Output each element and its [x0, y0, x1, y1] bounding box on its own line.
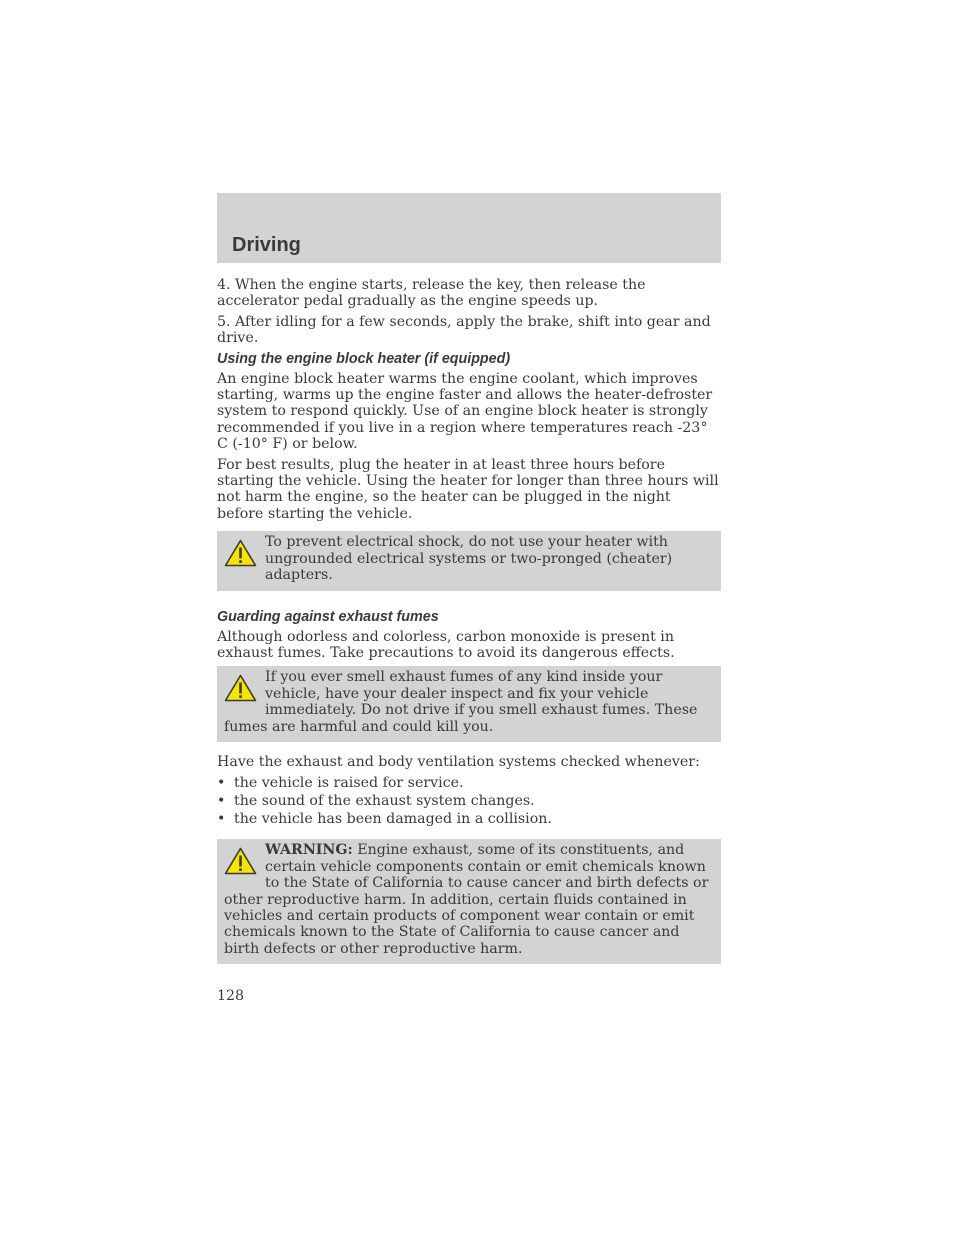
exhaust-para-1: Although odorless and colorless, carbon monoxide is present in exhaust fumes. Take precautions to avoid its dangerous effects.	[217, 628, 675, 661]
exhaust-para-2: Have the exhaust and body ventilation systems checked whenever:	[217, 753, 700, 770]
block-heater-heading: Using the engine block heater (if equipped)	[217, 350, 511, 367]
warning-triangle-icon	[224, 674, 257, 702]
page-content	[217, 263, 721, 1004]
step-5-text: 5. After idling for a few seconds, apply the brake, shift into gear and drive.	[217, 313, 711, 347]
warning-label: WARNING:	[265, 842, 353, 859]
block-heater-para-2: For best results, plug the heater in at least three hours before starting the vehicle. Using the heater for longer than three hours will not harm the engine, so the heater can be plugged in the night before starting the vehicle.	[217, 456, 719, 522]
block-heater-para-1: An engine block heater warms the engine coolant, which improves starting, warms up the engine faster and allows the heater-defroster system to respond quickly. Use of an engine block heater is strongly recommended if you live in a region where temperatures reach -23° C (-10° F) or below.	[217, 370, 713, 453]
warning-triangle-icon	[224, 847, 257, 875]
exhaust-warning-callout	[217, 666, 721, 742]
california-warning-body: Engine exhaust, some of its constituents, and certain vehicle components contain or emit chemicals known to the State of California to cause cancer and birth defects or other reproductive harm. In addition, certain fluids contained in vehicles and certain products of component wear contain or emit chemicals known to the State of California to cause cancer and birth defects or other reproductive harm.	[224, 842, 709, 957]
list-item: • the vehicle is raised for service.	[217, 775, 464, 792]
california-warning-callout	[217, 839, 721, 964]
exhaust-warning-text: If you ever smell exhaust fumes of any kind inside your vehicle, have your dealer inspect and fix your vehicle immediately. Do not drive if you smell exhaust fumes. These fumes are harmful and could kill you.	[224, 669, 698, 735]
electrical-warning-text: To prevent electrical shock, do not use your heater with ungrounded electrical systems or two-pronged (cheater) adapters.	[265, 534, 673, 584]
bullet-icon: •	[217, 811, 226, 828]
exhaust-heading: Guarding against exhaust fumes	[217, 608, 439, 625]
section-header	[217, 193, 721, 263]
bullet-icon: •	[217, 793, 226, 810]
bullet-icon: •	[217, 775, 226, 792]
list-item: • the sound of the exhaust system changes.	[217, 793, 535, 810]
warning-triangle-icon	[224, 539, 257, 567]
california-warning-text	[224, 842, 715, 957]
step-4-text: 4. When the engine starts, release the key, then release the accelerator pedal gradually as the engine speeds up.	[217, 277, 646, 310]
electrical-warning-callout	[217, 531, 721, 590]
exhaust-check-list	[217, 774, 721, 828]
page-number: 128	[217, 988, 245, 1005]
list-item: • the vehicle has been damaged in a collision.	[217, 811, 552, 828]
section-title: Driving	[232, 234, 301, 256]
manual-page	[217, 193, 721, 1004]
